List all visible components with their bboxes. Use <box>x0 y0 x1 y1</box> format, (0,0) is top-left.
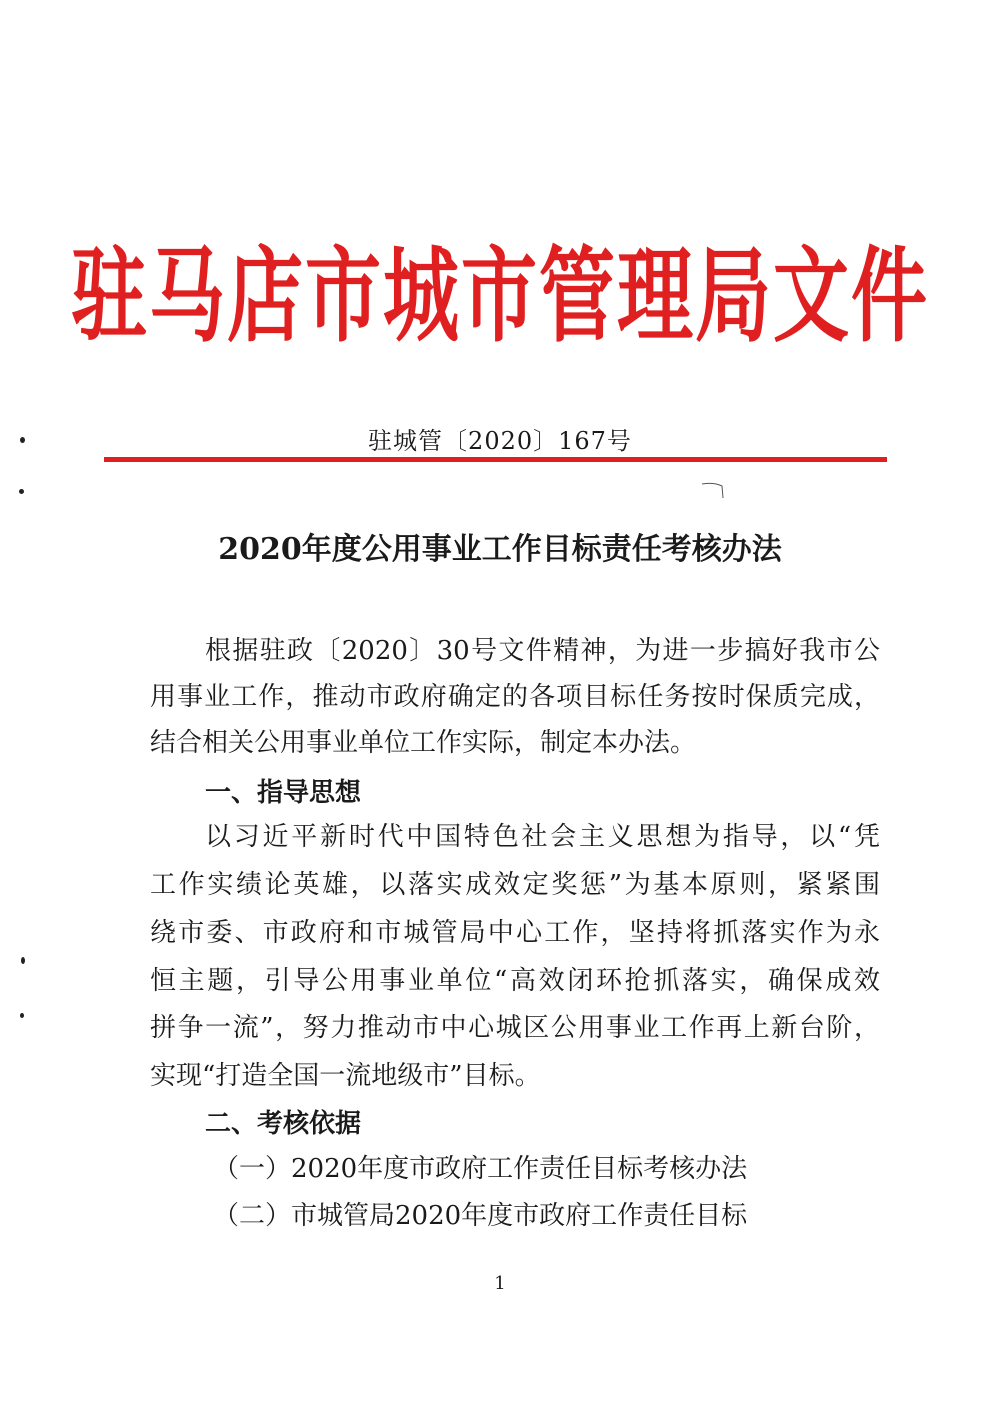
intro-line-1: 根据驻政〔2020〕30号文件精神，为进一步搞好我市公 <box>205 636 880 666</box>
document-header-title: 驻马店市城市管理局文件 <box>71 235 929 356</box>
section1-line-3: 绕市委、市政府和市城管局中心工作，坚持将抓落实作为永 <box>150 918 880 948</box>
red-divider-line <box>104 457 887 462</box>
section1-line-1: 以习近平新时代中国特色社会主义思想为指导，以“凭 <box>205 822 880 852</box>
section-heading-guiding-ideology: 一、指导思想 <box>205 778 362 808</box>
section1-line-2: 工作实绩论英雄，以落实成效定奖惩”为基本原则，紧紧围 <box>150 870 880 900</box>
document-title: 2020年度公用事业工作目标责任考核办法 <box>218 532 782 567</box>
section1-line-5: 拼争一流”，努力推动市中心城区公用事业工作再上新台阶， <box>150 1013 880 1043</box>
assessment-basis-item-2: （二）市城管局2020年度市政府工作责任目标 <box>213 1201 748 1231</box>
scan-mark-icon <box>700 480 726 500</box>
scan-speck <box>20 437 25 443</box>
assessment-basis-item-1: （一）2020年度市政府工作责任目标考核办法 <box>213 1154 748 1184</box>
scan-speck <box>21 957 25 964</box>
intro-line-2: 用事业工作，推动市政府确定的各项目标任务按时保质完成， <box>150 682 880 712</box>
section1-line-4: 恒主题，引导公用事业单位“高效闭环抢抓落实，确保成效 <box>150 966 880 996</box>
section1-line-6: 实现“打造全国一流地级市”目标。 <box>150 1061 541 1091</box>
document-number: 驻城管〔2020〕167号 <box>368 427 632 455</box>
section-heading-assessment-basis: 二、考核依据 <box>205 1109 362 1139</box>
scan-speck <box>20 1013 24 1018</box>
page-number: 1 <box>494 1273 506 1294</box>
intro-line-3: 结合相关公用事业单位工作实际，制定本办法。 <box>150 728 697 758</box>
scan-speck <box>19 489 24 494</box>
